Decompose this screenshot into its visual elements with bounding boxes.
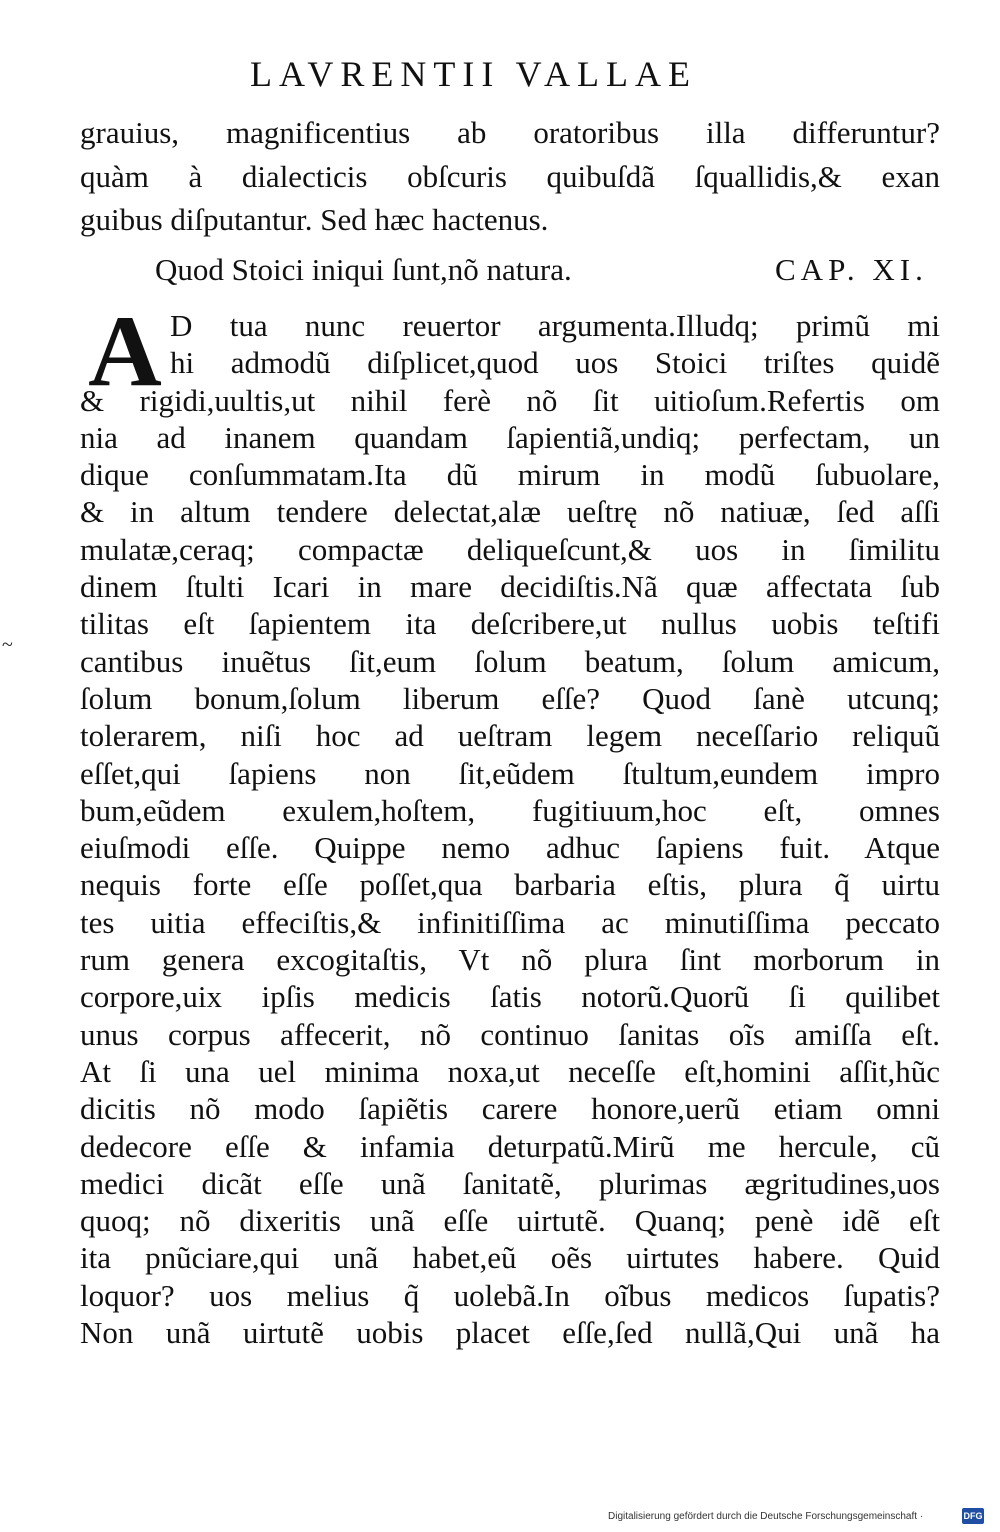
text-line: dique conſummatam.Ita dũ mirum in modũ ſubuolare, (80, 457, 940, 493)
text-line: tilitas eſt ſapientem ita deſcribere,ut nullus uobis teſtifi (80, 606, 940, 642)
continuation-paragraph (80, 111, 940, 242)
text-line: corpore,uix ipſis medicis ſatis notorũ.Quorũ ſi quilibet (80, 979, 940, 1015)
text-line: dinem ſtulti Icari in mare decidiſtis.Nã quæ affectata ſub (80, 569, 940, 605)
dfg-logo: DFG (962, 1508, 984, 1524)
text-line: cantibus inuẽtus ſit,eum ſolum beatum, ſolum amicum, (80, 643, 940, 679)
chapter-number: CAP. XI. (775, 252, 928, 287)
text-line: unus corpus affecerit, nõ continuo ſanitas oĩs amiſſa eſt. (80, 1016, 940, 1052)
chapter-body (80, 295, 940, 1351)
margin-mark: ~ (2, 634, 13, 656)
text-line: tolerarem, niſi hoc ad ueſtram legem neceſſario reliquũ (80, 718, 940, 754)
text-line: quoq; nõ dixeritis unã eſſe uirtutẽ. Quanq; penè idẽ eſt (80, 1203, 940, 1239)
text-line: bum,eũdem exulem,hoſtem, fugitiuum,hoc eſt, omnes (80, 792, 940, 828)
text-line: ita pnũciare,qui unã habet,eũ oẽs uirtutes habere. Quid (80, 1240, 940, 1276)
text-line: & in altum tendere delectat,alæ ueſtrę nõ natiuæ, ſed aſſi (80, 494, 940, 530)
text-line: nia ad inanem quandam ſapientiã,undiq; perfectam, un (80, 419, 940, 455)
chapter-title-text: Quod Stoici iniqui ſunt,nõ natura. (155, 252, 572, 287)
text-line: At ſi una uel minima noxa,ut neceſſe eſt,homini aſſit,hũc (80, 1053, 940, 1089)
drop-initial: A (88, 295, 162, 408)
text-line: dedecore eſſe & infamia deturpatũ.Mirũ me hercule, cũ (80, 1128, 940, 1164)
text-line: guibus diſputantur. Sed hæc hactenus. (80, 202, 549, 237)
text-line: eſſet,qui ſapiens non ſit,eũdem ſtultum,eundem impro (80, 755, 940, 791)
text-line: hi admodũ diſplicet,quod uos Stoici triſtes quidẽ (170, 345, 940, 381)
text-line: nequis forte eſſe poſſet,qua barbaria eſtis, plura q̃ uirtu (80, 867, 940, 903)
text-line: D tua nunc reuertor argumenta.Illudq; primũ mi (170, 308, 940, 343)
text-line: dicitis nõ modo ſapiẽtis carere honore,uerũ etiam omni (80, 1091, 940, 1127)
digitization-credit: Digitalisierung gefördert durch die Deutsche Forschungsgemeinschaft · (608, 1511, 924, 1522)
text-line: rum genera excogitaſtis, Vt nõ plura ſint morborum in (80, 942, 940, 978)
text-line: & rigidi,uultis,ut nihil ferè nõ ſit uitioſum.Refertis om (80, 382, 940, 418)
text-line: grauius, magnificentius ab oratoribus illa differuntur? (80, 115, 940, 150)
text-line: loquor? uos melius q̃ uolebã.In oĩbus medicos ſupatis? (80, 1277, 940, 1313)
text-line: eiuſmodi eſſe. Quippe nemo adhuc ſapiens fuit. Atque (80, 830, 940, 866)
text-line: mulatæ,ceraq; compactæ deliqueſcunt,& uos in ſimilitu (80, 531, 940, 567)
chapter-heading (155, 248, 935, 292)
text-line: ſolum bonum,ſolum liberum eſſe? Quod ſanè utcunq; (80, 680, 940, 716)
text-line: tes uitia effeciſtis,& infinitiſſima ac minutiſſima peccato (80, 904, 940, 940)
running-head: LAVRENTII VALLAE (250, 54, 697, 94)
text-line: medici dicãt eſſe unã ſanitatẽ, plurimas ægritudines,uos (80, 1165, 940, 1201)
text-line: Non unã uirtutẽ uobis placet eſſe,ſed nullã,Qui unã ha (80, 1315, 940, 1351)
text-line: quàm à dialecticis obſcuris quibuſdã ſquallidis,& exan (80, 158, 940, 194)
